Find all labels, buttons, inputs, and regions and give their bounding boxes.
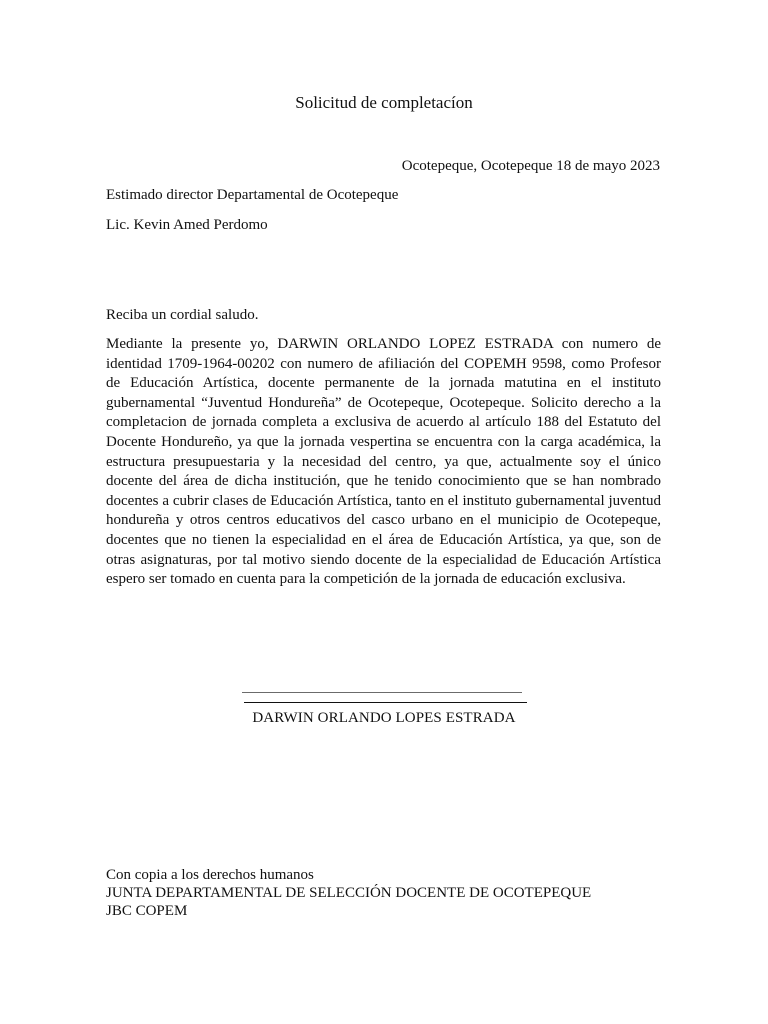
copy-line-2: JUNTA DEPARTAMENTAL DE SELECCIÓN DOCENTE DE OCOTEPEQUE xyxy=(106,885,592,901)
signature-line-lower xyxy=(244,702,527,703)
salutation-line: Reciba un cordial saludo. xyxy=(106,307,259,323)
recipient-line: Lic. Kevin Amed Perdomo xyxy=(106,217,268,233)
copy-line-1: Con copia a los derechos humanos xyxy=(106,867,314,883)
greeting-line: Estimado director Departamental de Ocotepeque xyxy=(106,187,399,203)
document-title: Solicitud de completacíon xyxy=(295,93,473,112)
signature-line-upper xyxy=(242,692,522,693)
signature-name: DARWIN ORLANDO LOPES ESTRADA xyxy=(252,710,516,726)
body-paragraph: Mediante la presente yo, DARWIN ORLANDO LOPEZ ESTRADA con numero de identidad 1709-1964-00202 con numero de afiliación del COPEMH 9598, como Profesor de Educación Artística, docente permanente de la jornada matutina en el instituto gubernamental “Juventud Hondureña” de Ocotepeque, Ocotepeque. Solicito derecho a la completacion de jornada completa a exclusiva de acuerdo al artículo 188 del Estatuto del Docente Hondureño, ya que la jornada vespertina se encuentra con la carga académica, la estructura presupuestaria y la necesidad del centro, ya que, actualmente soy el único docente del área de dicha institución, que he tenido conocimiento que se han nombrado docentes a cubrir clases de Educación Artística, tanto en el instituto gubernamental juventud hondureña y otros centros educativos del casco urbano en el municipio de Ocotepeque, docentes que no tienen la especialidad en el área de Educación Artística, ya que, son de otras asignaturas, por tal motivo siendo docente de la especialidad de Educación Artística espero ser tomado en cuenta para la competición de la jornada de educación exclusiva. xyxy=(106,336,661,588)
date-line: Ocotepeque, Ocotepeque 18 de mayo 2023 xyxy=(401,158,660,174)
copy-line-3: JBC COPEM xyxy=(106,903,188,919)
